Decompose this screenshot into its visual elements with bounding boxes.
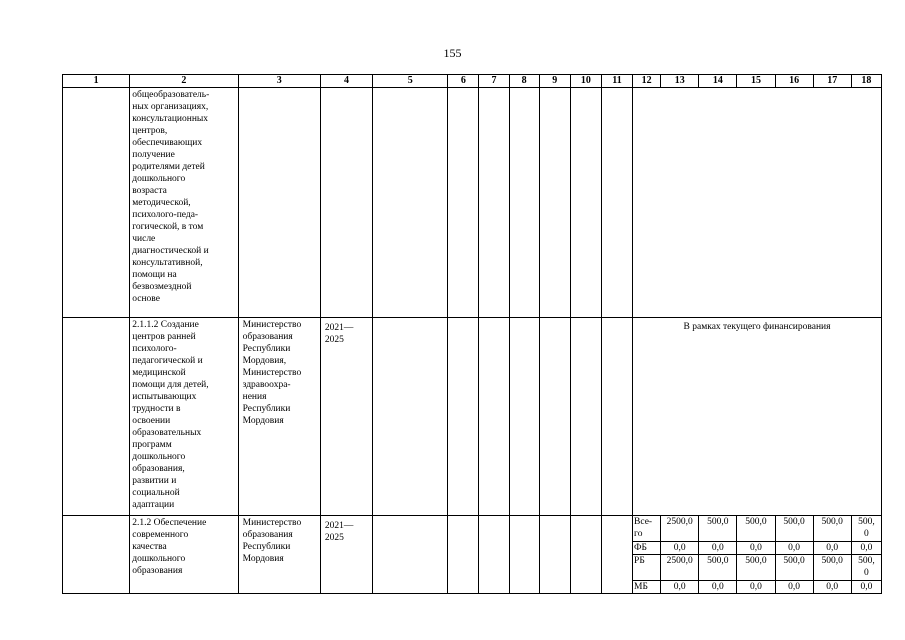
text-line: получение	[132, 150, 175, 160]
table-row-1	[63, 88, 882, 318]
column-header-14: 14	[699, 75, 737, 88]
text-line: образования	[132, 566, 183, 576]
text-line: социальной	[132, 488, 180, 498]
text-line: Мордовия	[242, 416, 284, 426]
finance-value: 500,0	[813, 516, 851, 542]
column-header-6: 6	[448, 75, 479, 88]
finance-value: 500,0	[737, 516, 775, 542]
finance-value: 0,0	[813, 581, 851, 594]
text-line: педагогической и	[132, 356, 203, 366]
text-line: развитии и	[132, 476, 177, 486]
text-line: адаптации	[132, 500, 175, 510]
text-line: современного	[132, 530, 189, 540]
finance-source-rb: РБ	[633, 555, 661, 581]
text-line: нения	[242, 392, 267, 402]
row1-name	[130, 88, 238, 318]
table-row-3	[63, 516, 882, 542]
text-line: образования,	[132, 464, 185, 474]
finance-value: 500,0	[699, 555, 737, 581]
text-line: числе	[132, 234, 156, 244]
finance-value: 0,0	[813, 542, 851, 555]
text-line: образования	[242, 530, 293, 540]
text-line: медицинской	[132, 368, 186, 378]
column-header-11: 11	[601, 75, 632, 88]
text-line: Министерство	[242, 320, 302, 330]
text-line: 2.1.2 Обеспечение	[132, 518, 207, 528]
text-line: обеспечивающих	[132, 138, 203, 148]
text-line: дошкольного	[132, 174, 186, 184]
text-line: психолого-	[132, 344, 177, 354]
row3-name	[130, 516, 238, 594]
column-header-4: 4	[320, 75, 372, 88]
finance-value: 0,0	[661, 581, 699, 594]
finance-source-mb: МБ	[633, 581, 661, 594]
text-line: Министерство	[242, 368, 302, 378]
text-line: Республики	[242, 404, 291, 414]
table-row-2	[63, 318, 882, 516]
text-line: психолого-педа-	[132, 210, 199, 220]
finance-value: 0,0	[699, 542, 737, 555]
text-line: помощи на	[132, 270, 177, 280]
text-line: центров ранней	[132, 332, 196, 342]
text-line: центров,	[132, 126, 168, 136]
column-header-2: 2	[130, 75, 238, 88]
text-line: Республики	[242, 344, 291, 354]
text-line: безвозмездной	[132, 282, 192, 292]
text-line: ных организациях,	[132, 102, 209, 112]
text-line: родителями детей	[132, 162, 205, 172]
column-header-13: 13	[661, 75, 699, 88]
finance-source-total: Все- го	[633, 516, 661, 542]
text-line: качества	[132, 542, 167, 552]
text-line: 2.1.1.2 Создание	[132, 320, 199, 330]
text-line: испытывающих	[132, 392, 197, 402]
column-header-12: 12	[633, 75, 661, 88]
column-header-5: 5	[373, 75, 448, 88]
finance-value: 0,0	[737, 542, 775, 555]
text-line: диагностической и	[132, 246, 209, 256]
text-line: дошкольного	[132, 554, 186, 564]
row2-executor	[238, 318, 320, 516]
finance-value: 0,0	[737, 581, 775, 594]
finance-value: 500,0	[737, 555, 775, 581]
text-line: возраста	[132, 186, 167, 196]
text-line: освоении	[132, 416, 171, 426]
text-line: образовательных	[132, 428, 202, 438]
text-line: консультативной,	[132, 258, 203, 268]
text-line: Министерство	[242, 518, 302, 528]
finance-value: 500,0	[775, 516, 813, 542]
text-line: методической,	[132, 198, 191, 208]
column-header-row	[63, 75, 882, 88]
column-header-3: 3	[238, 75, 320, 88]
text-line: общеобразователь-	[132, 90, 210, 100]
finance-value: 0,0	[699, 581, 737, 594]
column-header-9: 9	[539, 75, 570, 88]
finance-value: 2500,0	[661, 555, 699, 581]
text-line: помощи для детей,	[132, 380, 209, 390]
page-number: 155	[443, 46, 462, 60]
finance-value: 0,0	[851, 581, 881, 594]
column-header-7: 7	[479, 75, 509, 88]
row2-financing-note: В рамках текущего финансирования	[633, 318, 882, 516]
column-header-8: 8	[509, 75, 539, 88]
text-line: Мордовия	[242, 554, 284, 564]
column-header-18: 18	[851, 75, 881, 88]
text-line: консультационных	[132, 114, 209, 124]
finance-value: 0,0	[851, 542, 881, 555]
finance-value: 500, 0	[851, 516, 881, 542]
text-line: трудности в	[132, 404, 181, 414]
finance-value: 0,0	[775, 542, 813, 555]
text-line: Мордовия,	[242, 356, 287, 366]
row2-name	[130, 318, 238, 516]
finance-value: 0,0	[661, 542, 699, 555]
finance-value: 500, 0	[851, 555, 881, 581]
finance-value: 500,0	[699, 516, 737, 542]
column-header-17: 17	[813, 75, 851, 88]
text-line: Республики	[242, 542, 291, 552]
program-table	[62, 74, 882, 594]
column-header-1: 1	[63, 75, 130, 88]
text-line: здравоохра-	[242, 380, 291, 390]
finance-value: 2500,0	[661, 516, 699, 542]
column-header-15: 15	[737, 75, 775, 88]
column-header-10: 10	[570, 75, 601, 88]
finance-value: 500,0	[775, 555, 813, 581]
finance-value: 500,0	[813, 555, 851, 581]
text-line: программ	[132, 440, 172, 450]
row3-period: 2021— 2025	[320, 516, 372, 594]
text-line: образования	[242, 332, 293, 342]
column-header-16: 16	[775, 75, 813, 88]
finance-source-fb: ФБ	[633, 542, 661, 555]
row3-executor	[238, 516, 320, 594]
text-line: гогической, в том	[132, 222, 204, 232]
text-line: основе	[132, 294, 160, 304]
finance-value: 0,0	[775, 581, 813, 594]
row2-period: 2021— 2025	[320, 318, 372, 516]
text-line: дошкольного	[132, 452, 186, 462]
